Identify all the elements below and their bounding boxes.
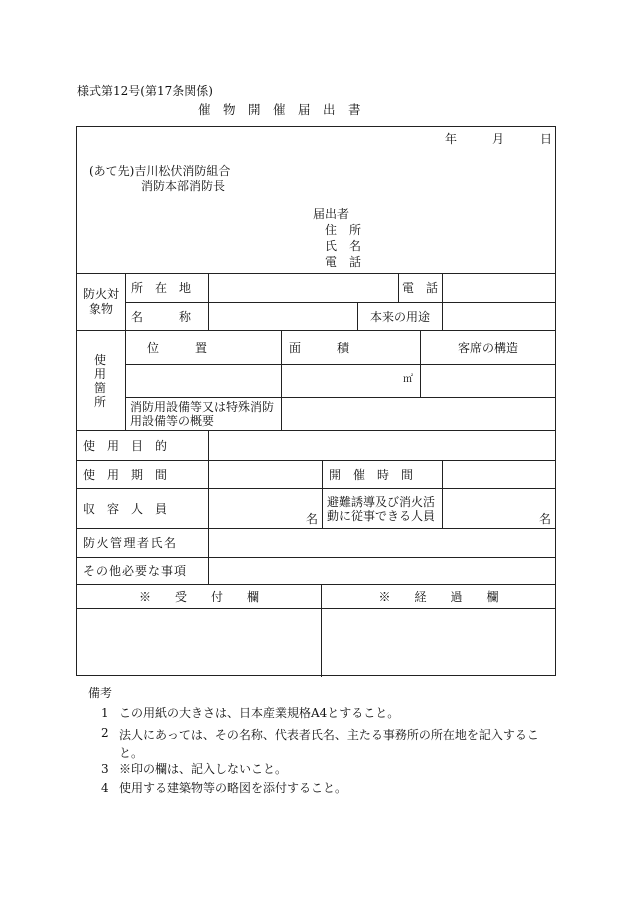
note-2-num: 2 — [101, 726, 109, 740]
note-4-text: 使用する建築物等の略図を添付すること。 — [119, 781, 348, 795]
area-label: 面 積 — [289, 340, 350, 355]
progress-box — [322, 609, 555, 675]
other-label: その他必要な事項 — [83, 564, 188, 578]
event-time-field[interactable] — [443, 461, 555, 488]
note-1-num: 1 — [101, 706, 109, 720]
applicant-name-label: 氏 名 — [325, 239, 362, 253]
period-label: 使 用 期 間 — [83, 467, 168, 482]
reception-box — [77, 609, 321, 675]
seat-structure-field[interactable] — [421, 365, 555, 397]
note-4-num: 4 — [101, 781, 109, 795]
fire-object-phone-label: 電 話 — [401, 281, 438, 295]
main-use-label: 本来の用途 — [369, 309, 430, 324]
applicant-phone-label: 電 話 — [325, 255, 362, 269]
note-3-text: ※印の欄は、記入しないこと。 — [119, 762, 288, 776]
note-3-num: 3 — [101, 762, 109, 776]
date-year: 年 — [445, 132, 458, 146]
equipment-field[interactable] — [282, 398, 555, 430]
addressee-line2: 消防本部消防長 — [141, 179, 226, 193]
other-field[interactable] — [209, 558, 555, 584]
capacity-label: 収 容 人 員 — [83, 501, 168, 516]
name-label: 名 称 — [131, 309, 192, 324]
purpose-field[interactable] — [209, 431, 555, 460]
capacity-unit: 名 — [306, 512, 319, 526]
event-time-label: 開 催 時 間 — [329, 467, 414, 482]
purpose-label: 使 用 目 的 — [83, 438, 168, 453]
fire-manager-field[interactable] — [209, 529, 555, 557]
addressee-line1: (あて先)吉川松伏消防組合 — [89, 164, 231, 178]
note-2-text: 法人にあっては、その名称、代表者氏名、主たる事務所の所在地を記入すること。 — [119, 728, 539, 760]
name-field[interactable] — [209, 303, 357, 330]
location-field[interactable] — [209, 274, 398, 302]
period-field[interactable] — [209, 461, 322, 488]
date-day: 日 — [540, 132, 553, 146]
form-title: 催 物 開 催 届 出 書 — [198, 102, 361, 117]
equipment-label: 消防用設備等又は特殊消防用設備等の概要 — [130, 400, 275, 428]
form-number: 様式第12号(第17条関係) — [77, 84, 213, 98]
fire-manager-label: 防火管理者氏名 — [83, 536, 178, 550]
date-month: 月 — [492, 132, 505, 146]
evac-unit: 名 — [539, 512, 552, 526]
applicant-address-label: 住 所 — [325, 223, 362, 237]
area-field[interactable] — [282, 365, 420, 397]
fire-object-label: 防火対象物 — [82, 287, 119, 316]
fire-object-phone-field[interactable] — [443, 274, 555, 302]
location-label: 所 在 地 — [131, 281, 192, 295]
reception-header: ※ 受 付 欄 — [138, 589, 259, 604]
position-field[interactable] — [126, 365, 281, 397]
note-1-text: この用紙の大きさは、日本産業規格A4とすること。 — [119, 706, 400, 720]
notes-heading: 備考 — [88, 686, 113, 700]
evac-staff-label: 避難誘導及び消火活動に従事できる人員 — [327, 494, 436, 523]
notification-form — [76, 126, 556, 676]
applicant-label: 届出者 — [313, 207, 350, 221]
progress-header: ※ 経 過 欄 — [378, 589, 499, 604]
seat-structure-label: 客席の構造 — [457, 340, 518, 355]
usage-area-label: 使用箇所 — [94, 352, 107, 409]
main-use-field[interactable] — [443, 303, 555, 330]
area-unit: ㎡ — [403, 374, 413, 385]
position-label: 位 置 — [147, 340, 208, 355]
